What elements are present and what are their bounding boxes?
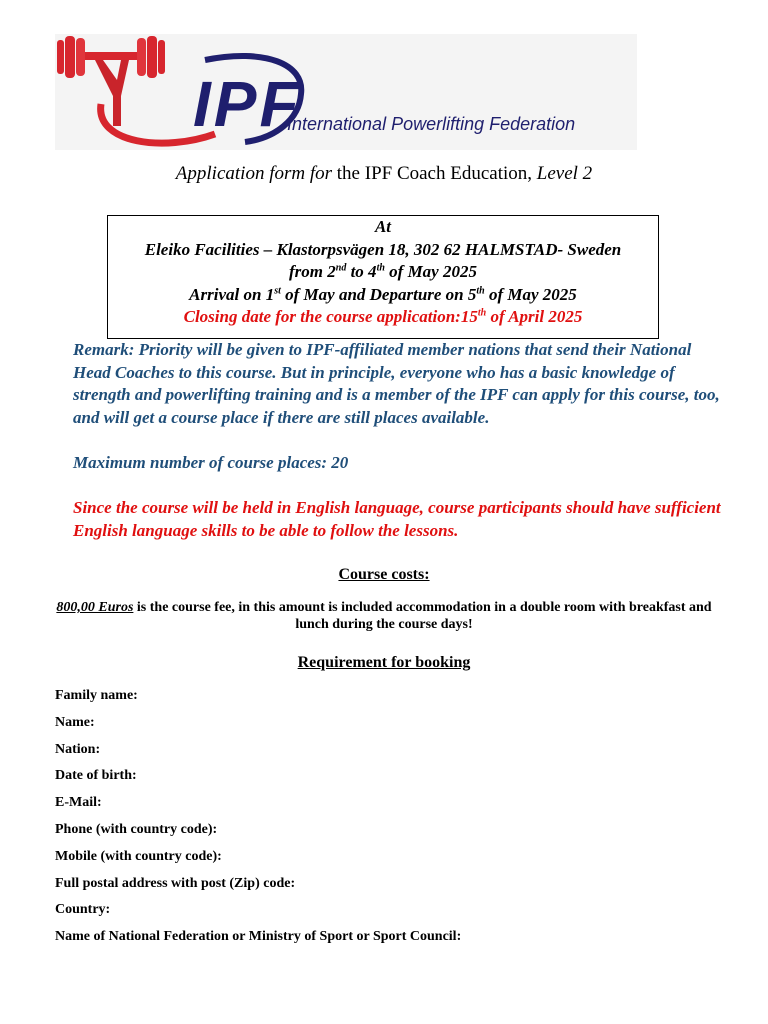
box-venue: Eleiko Facilities – Klastorpsvägen 18, 302 62 HALMSTAD- Sweden [144,239,622,259]
remark-paragraph: Remark: Priority will be given to IPF-affiliated member nations that send their National Head Coaches to this course. But in principle, everyone who has a basic knowledge of strength and powerlifting training and is a member of the IPF can apply for this course, too, and will get a course place if there are still places available. [73,340,720,427]
field-name: Name: [55,714,95,730]
fee-amount: 800,00 Euros [56,600,134,615]
title-part-1: Application form for [175,163,333,184]
box-at: At [374,217,392,236]
max-places: Maximum number of course places: 20 [73,453,349,472]
box-arrival-departure: Arrival on 1st of May and Departure on 5th of May 2025 [189,284,577,304]
course-info-box [107,215,659,339]
title-part-3: Level 2 [536,163,593,184]
field-mobile: Mobile (with country code): [55,848,222,864]
fee-text: is the course fee, in this amount is included accommodation in a double room with breakfast and lunch during the course days! [133,600,712,632]
booking-heading: Requirement for booking [297,654,471,671]
ipf-logo [55,34,637,150]
field-family-name: Family name: [55,688,138,703]
field-federation: Name of National Federation or Ministry of Sport or Sport Council: [55,929,462,945]
booking-fields [55,687,461,955]
field-date-of-birth: Date of birth: [55,768,137,784]
course-costs-heading: Course costs: [338,566,430,583]
field-nation: Nation: [55,741,101,757]
field-email: E-Mail: [55,795,102,811]
language-note: Since the course will be held in English language, course participants should have sufficient English language skills to be able to follow the lessons. [73,498,721,540]
course-fee [55,599,713,633]
field-country: Country: [55,902,111,918]
logo-mark: IPF [193,68,302,140]
field-postal-address: Full postal address with post (Zip) code: [55,875,296,891]
logo-federation-name: International Powerlifting Federation [287,114,576,134]
field-phone: Phone (with country code): [55,821,218,837]
box-dates: from 2nd to 4th of May 2025 [289,262,477,281]
box-closing-date: Closing date for the course application:15th of April 2025 [183,307,583,326]
page-title [0,162,768,186]
title-part-2: the IPF Coach Education, [332,163,537,184]
